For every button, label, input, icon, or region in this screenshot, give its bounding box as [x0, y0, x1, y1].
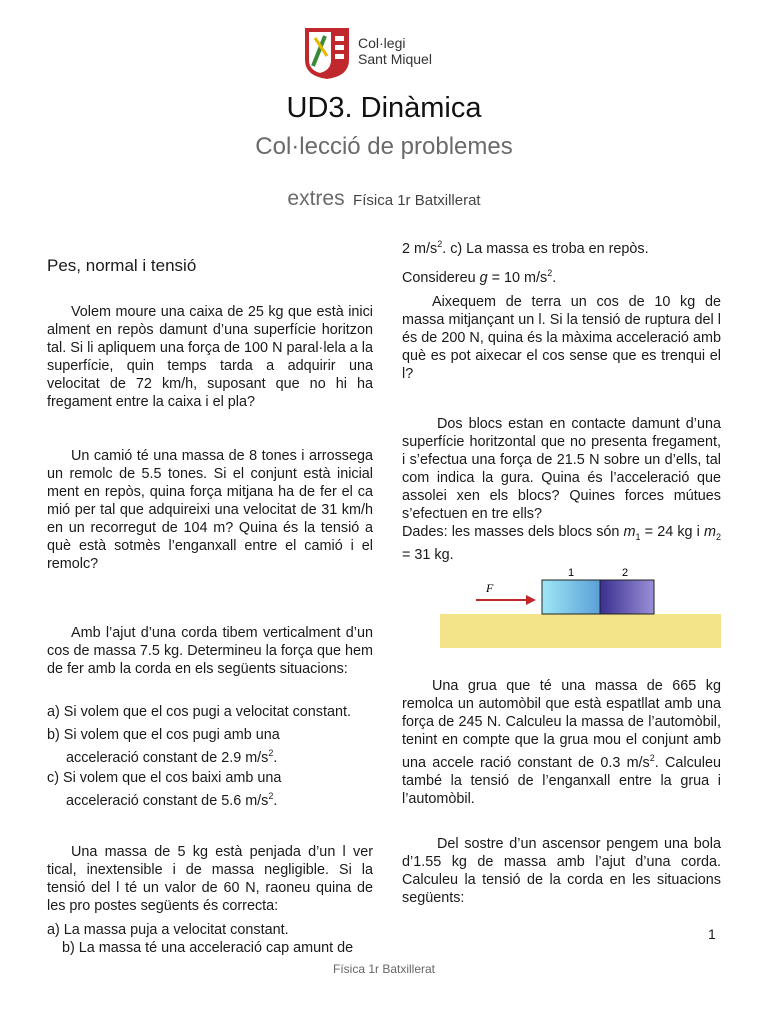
- problem-hanging-mass: Una massa de 5 kg està penjada d’un l ver tical, inextensible i de massa negligible. Si la tensió del l té un valor de 60 N, raoneu quina de les pro postes següents és correcta:: [47, 844, 373, 914]
- force-label: F: [486, 581, 494, 595]
- force-arrowhead: [526, 595, 536, 605]
- problem-box-pushing: Volem moure una caixa de 25 kg que està inici alment en repòs damunt d’una superfície horitzon tal. Si li apliquem una força de 100 N paral·lela a la superfície, quin temps tarda a adquirir una velocitat de 72 km/h, suposant que no hi ha fregament entre la caixa i el pla?: [47, 304, 373, 410]
- extras-line: [0, 187, 768, 211]
- blocks-figure: [440, 560, 721, 648]
- problem-tow-truck: Una grua que té una massa de 665 kg remolca un automòbil que està espatllat amb una força de 245 N. Calculeu la massa de l’automòbil, tenint en compte que la grua mou el conjunt amb una accele ració constant de 0.3 $m/s^2$. Calculeu també la tensió de l’enganxall entre la grua i l’automòbil.: [402, 678, 721, 807]
- problem-hanging-b: b) La massa té una acceleració cap amunt de: [62, 940, 354, 956]
- school-logo: [303, 26, 351, 80]
- problem-two-blocks: Dos blocs estan en contacte damunt d’una superfície horitzontal que no presenta fregament, i s’efectua una força de 21.5 N sobre un d’ells, tal com indica la gura. Quina és l’acceleració que assolei xen els blocs? Quines forces mútues s’efectuen en tre ells?: [402, 416, 721, 522]
- page-subtitle: Col·lecció de problemes: [255, 133, 513, 160]
- problem-rope-a: a) Si volem que el cos pugi a velocitat constant.: [47, 704, 351, 720]
- course-label: Física 1r Batxillerat: [353, 192, 481, 209]
- school-name: Col·legi Sant Miquel: [358, 35, 432, 67]
- problem-hanging-a: a) La massa puja a velocitat constant.: [47, 922, 289, 938]
- problem-two-blocks-data: Dades: les masses dels blocs són $m_1 = 24$ kg i $m_2 = 31$ kg.: [402, 524, 721, 563]
- problem-rope-b: b) Si volem que el cos pugi amb una acceleració constant de 2.9 $m/s^2$.: [47, 727, 280, 766]
- problem-elevator: Del sostre d’un ascensor pengem una bola d’1.55 kg de massa amb l’ajut d’una corda. Calculeu la tensió de la corda en les situacions següents:: [402, 836, 721, 906]
- block-1: [542, 580, 600, 614]
- extras-label: extres: [287, 187, 345, 210]
- problem-lifting-rope: Aixequem de terra un cos de 10 kg de massa mitjançant un l. Si la tensió de ruptura del l és de 200 N, quina és la màxima acceleració amb què es pot aixecar el cos sense que es trenqui el l?: [402, 294, 721, 382]
- problem-truck-trailer: Un camió té una massa de 8 tones i arrossega un remolc de 5.5 tones. Si el conjunt està inicial ment en repòs, quina força mitjana ha de fer el ca mió per tal que adquireixi una velocitat de 31 km/h en un recorregut de 104 m? Quina és la tensió a què està sotmès l’enganxall entre el camió i el remolc?: [47, 448, 373, 572]
- page-number: 1: [708, 926, 716, 942]
- problem-rope-intro: Amb l’ajut d’una corda tibem verticalment d’un cos de massa 7.5 kg. Determineu la força que hem de fer amb la corda en els següents situacions:: [47, 625, 373, 677]
- problem-hanging-continuation: 2 $m/s^2$. c) La massa es troba en repòs.: [402, 239, 649, 257]
- block-2: [600, 580, 654, 614]
- page-footer: Física 1r Batxillerat: [332, 962, 436, 976]
- problem-rope-c: c) Si volem que el cos baixi amb una acceleració constant de 5.6 $m/s^2$.: [47, 770, 282, 809]
- section-heading: Pes, normal i tensió: [47, 256, 197, 275]
- floor: [440, 614, 721, 648]
- gravity-note: Considereu g = 10 $m/s^2$.: [402, 268, 557, 286]
- block-2-label: 2: [622, 567, 629, 579]
- page-title: UD3. Dinàmica: [286, 92, 482, 124]
- block-1-label: 1: [568, 567, 575, 579]
